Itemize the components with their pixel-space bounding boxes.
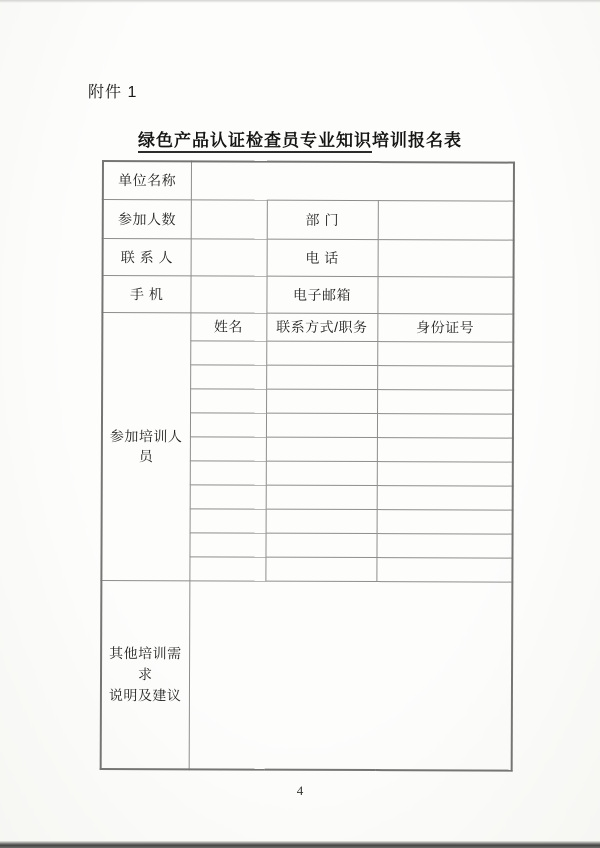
form-table-body	[101, 161, 514, 771]
other-needs-label-line1: 其他培训需求	[109, 644, 182, 682]
trainee-name-cell	[189, 556, 265, 580]
unit-name-value-cell	[191, 161, 514, 200]
mobile-value-cell	[190, 275, 266, 312]
contact-person-value-cell	[191, 238, 267, 275]
trainee-name-cell	[190, 388, 266, 412]
participant-count-row	[103, 199, 514, 240]
trainee-id-cell	[377, 437, 513, 462]
trainee-name-cell	[190, 484, 266, 508]
trainee-contact-cell	[266, 413, 377, 437]
contact-person-label: 联 系 人	[103, 238, 191, 275]
trainee-id-cell	[377, 365, 513, 390]
trainee-name-cell	[190, 340, 266, 364]
form-title-underlined-part: 绿色产品认证检查员专业知识	[138, 131, 372, 153]
trainee-name-cell	[189, 532, 265, 556]
participant-count-label: 参加人数	[103, 199, 191, 238]
unit-name-label: 单位名称	[103, 161, 191, 199]
form-title-rest-part: 培训报名表	[372, 131, 462, 150]
trainee-id-cell	[377, 485, 513, 510]
department-label: 部 门	[267, 200, 378, 239]
trainee-id-cell	[377, 341, 513, 366]
other-needs-label-line2: 说明及建议	[108, 686, 182, 704]
trainee-id-cell	[377, 509, 513, 534]
trainee-contact-cell	[266, 365, 377, 389]
trainee-name-cell	[190, 364, 266, 388]
phone-label: 电 话	[267, 239, 378, 276]
trainee-name-cell	[190, 436, 266, 460]
trainee-contact-cell	[266, 341, 377, 365]
trainee-id-cell	[377, 389, 513, 414]
trainee-contact-cell	[265, 533, 376, 557]
trainee-id-cell	[377, 413, 513, 438]
mobile-row	[102, 275, 513, 314]
other-needs-value-cell	[189, 580, 513, 770]
scan-bottom-edge	[0, 841, 600, 848]
trainees-label: 参加培训人员	[101, 312, 190, 580]
email-value-cell	[377, 276, 513, 314]
trainee-name-cell	[190, 412, 266, 436]
trainee-col-contact: 联系方式/职务	[266, 313, 377, 341]
trainee-col-id: 身份证号	[377, 313, 513, 342]
unit-name-row	[103, 161, 514, 201]
registration-form-table	[100, 160, 515, 772]
contact-person-row	[103, 238, 514, 277]
page-number: 4	[296, 783, 304, 798]
mobile-label: 手 机	[102, 275, 190, 312]
trainee-col-name: 姓名	[190, 312, 266, 340]
trainee-contact-cell	[265, 557, 376, 581]
department-value-cell	[378, 200, 514, 240]
trainee-id-cell	[376, 533, 512, 558]
attachment-label: 附件 1	[88, 84, 138, 101]
trainee-contact-cell	[266, 485, 377, 509]
scan-top-edge	[0, 0, 600, 3]
trainee-header-row	[102, 312, 513, 342]
participant-count-value-cell	[191, 199, 267, 238]
trainee-name-cell	[190, 460, 266, 484]
trainee-id-cell	[377, 461, 513, 486]
form-title	[0, 126, 600, 151]
trainee-contact-cell	[266, 389, 377, 413]
trainee-contact-cell	[266, 509, 377, 533]
trainee-name-cell	[190, 508, 266, 532]
email-label: 电子邮箱	[266, 276, 377, 313]
other-needs-label	[101, 580, 190, 769]
trainee-contact-cell	[266, 437, 377, 461]
phone-value-cell	[378, 239, 514, 277]
trainee-contact-cell	[266, 461, 377, 485]
trainee-id-cell	[376, 557, 512, 582]
other-needs-row	[101, 580, 513, 771]
